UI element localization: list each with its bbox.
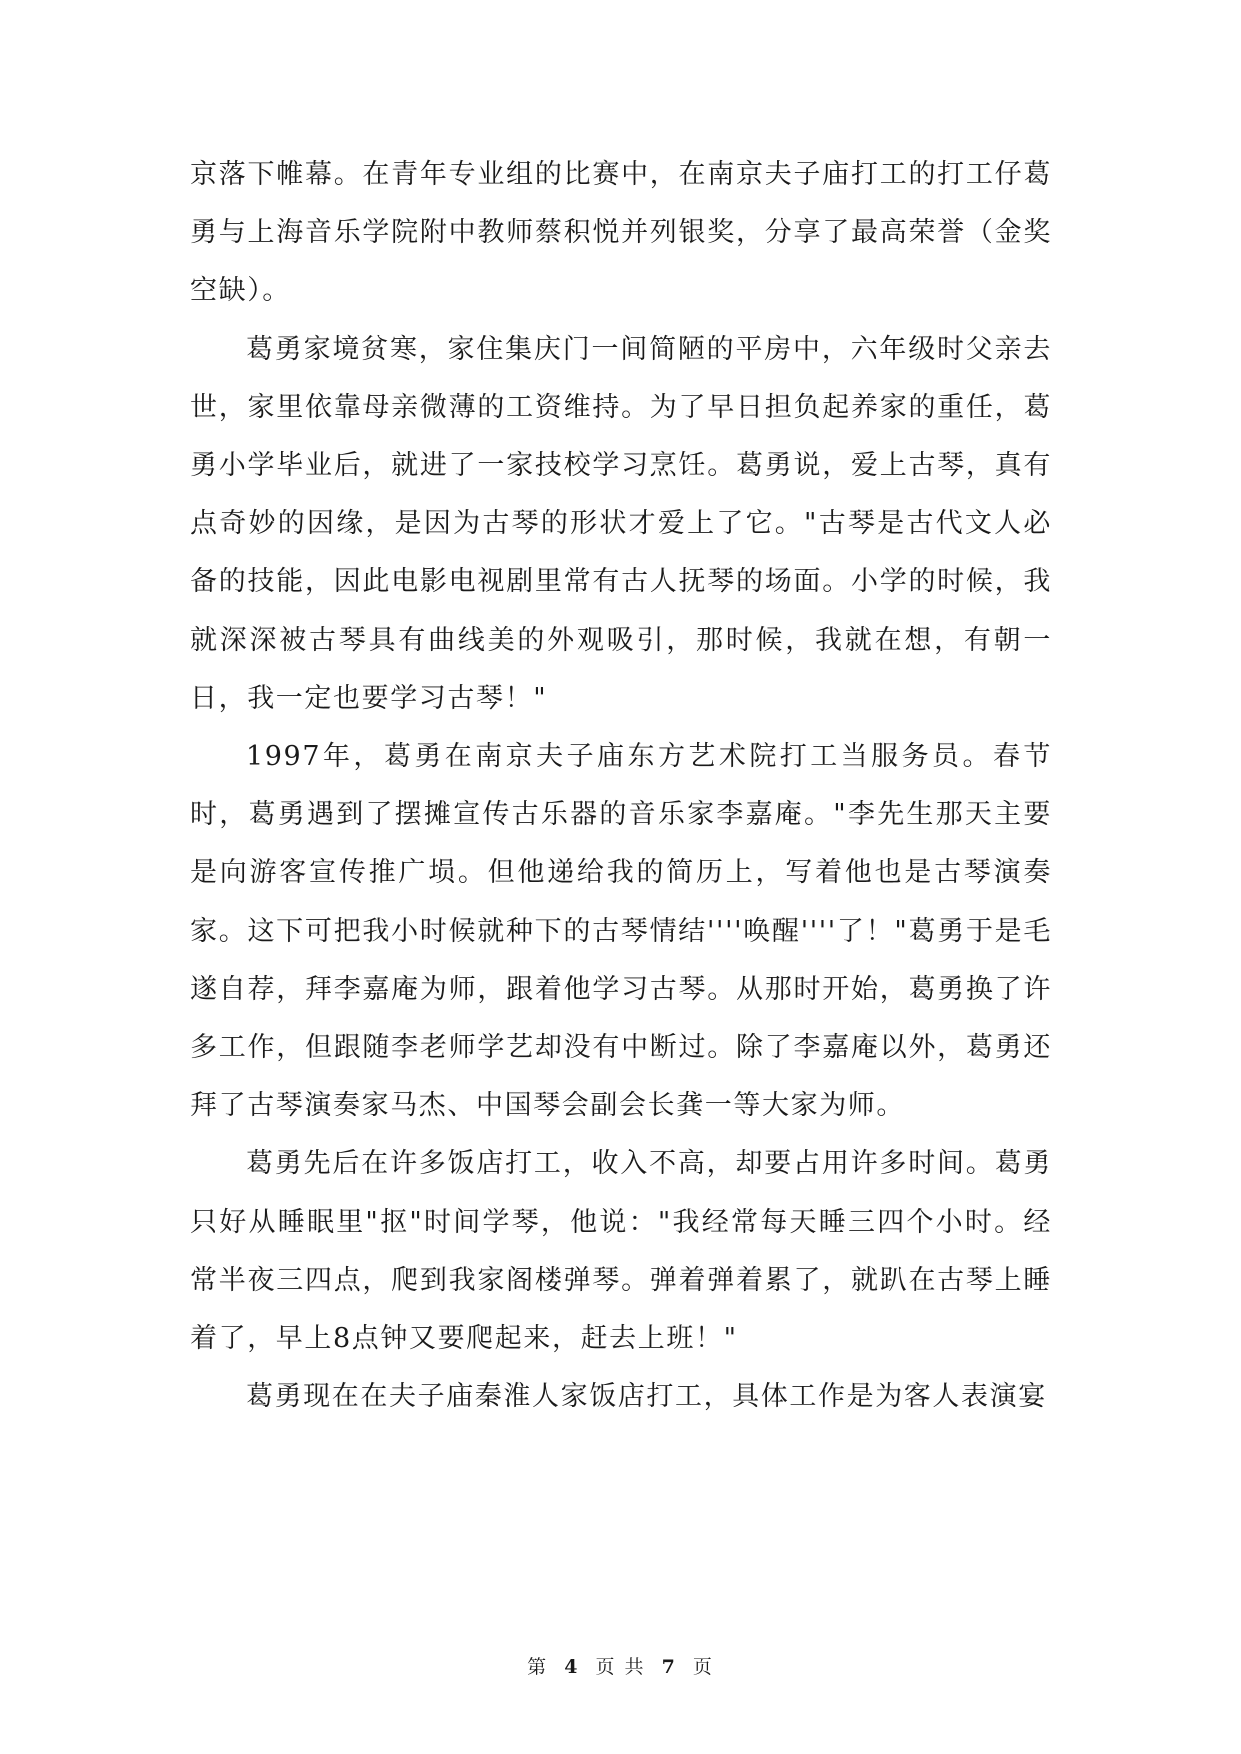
paragraph-2: 葛勇家境贫寒，家住集庆门一间简陋的平房中，六年级时父亲去世，家里依靠母亲微薄的工资维持。为了早日担负起养家的重任，葛勇小学毕业后，就进了一家技校学习烹饪。葛勇说，爱上古琴，真有点奇妙的因缘，是因为古琴的形状才爱上了它。"古琴是古代文人必备的技能，因此电影电视剧里常有古人抚琴的场面。小学的时候，我就深深被古琴具有曲线美的外观吸引，那时候，我就在想，有朝一日，我一定也要学习古琴！" xyxy=(190,333,1052,714)
body-text xyxy=(190,146,1052,1426)
total-pages-number: 7 xyxy=(661,1656,677,1678)
footer-prefix: 第 xyxy=(527,1656,549,1678)
paragraph-4: 葛勇先后在许多饭店打工，收入不高，却要占用许多时间。葛勇只好从睡眠里"抠"时间学琴，他说："我经常每天睡三四个小时。经常半夜三四点，爬到我家阁楼弹琴。弹着弹着累了，就趴在古琴上睡着了，早上8点钟又要爬起来，赶去上班！" xyxy=(190,1148,1052,1355)
page-footer xyxy=(0,1652,1241,1679)
footer-suffix: 页 xyxy=(692,1656,714,1678)
paragraph-5: 葛勇现在在夫子庙秦淮人家饭店打工，具体工作是为客人表演宴 xyxy=(246,1381,1047,1413)
paragraph-1: 京落下帷幕。在青年专业组的比赛中，在南京夫子庙打工的打工仔葛勇与上海音乐学院附中教师蔡积悦并列银奖，分享了最高荣誉（金奖空缺）。 xyxy=(190,159,1052,307)
current-page-number: 4 xyxy=(564,1656,580,1678)
footer-middle: 页 共 xyxy=(595,1656,646,1678)
paragraph-3: 1997年，葛勇在南京夫子庙东方艺术院打工当服务员。春节时，葛勇遇到了摆摊宣传古乐器的音乐家李嘉庵。"李先生那天主要是向游客宣传推广埙。但他递给我的简历上，写着他也是古琴演奏家。这下可把我小时候就种下的古琴情结''''唤醒''''了！"葛勇于是毛遂自荐，拜李嘉庵为师，跟着他学习古琴。从那时开始，葛勇换了许多工作，但跟随李老师学艺却没有中断过。除了李嘉庵以外，葛勇还拜了古琴演奏家马杰、中国琴会副会长龚一等大家为师。 xyxy=(190,741,1052,1122)
